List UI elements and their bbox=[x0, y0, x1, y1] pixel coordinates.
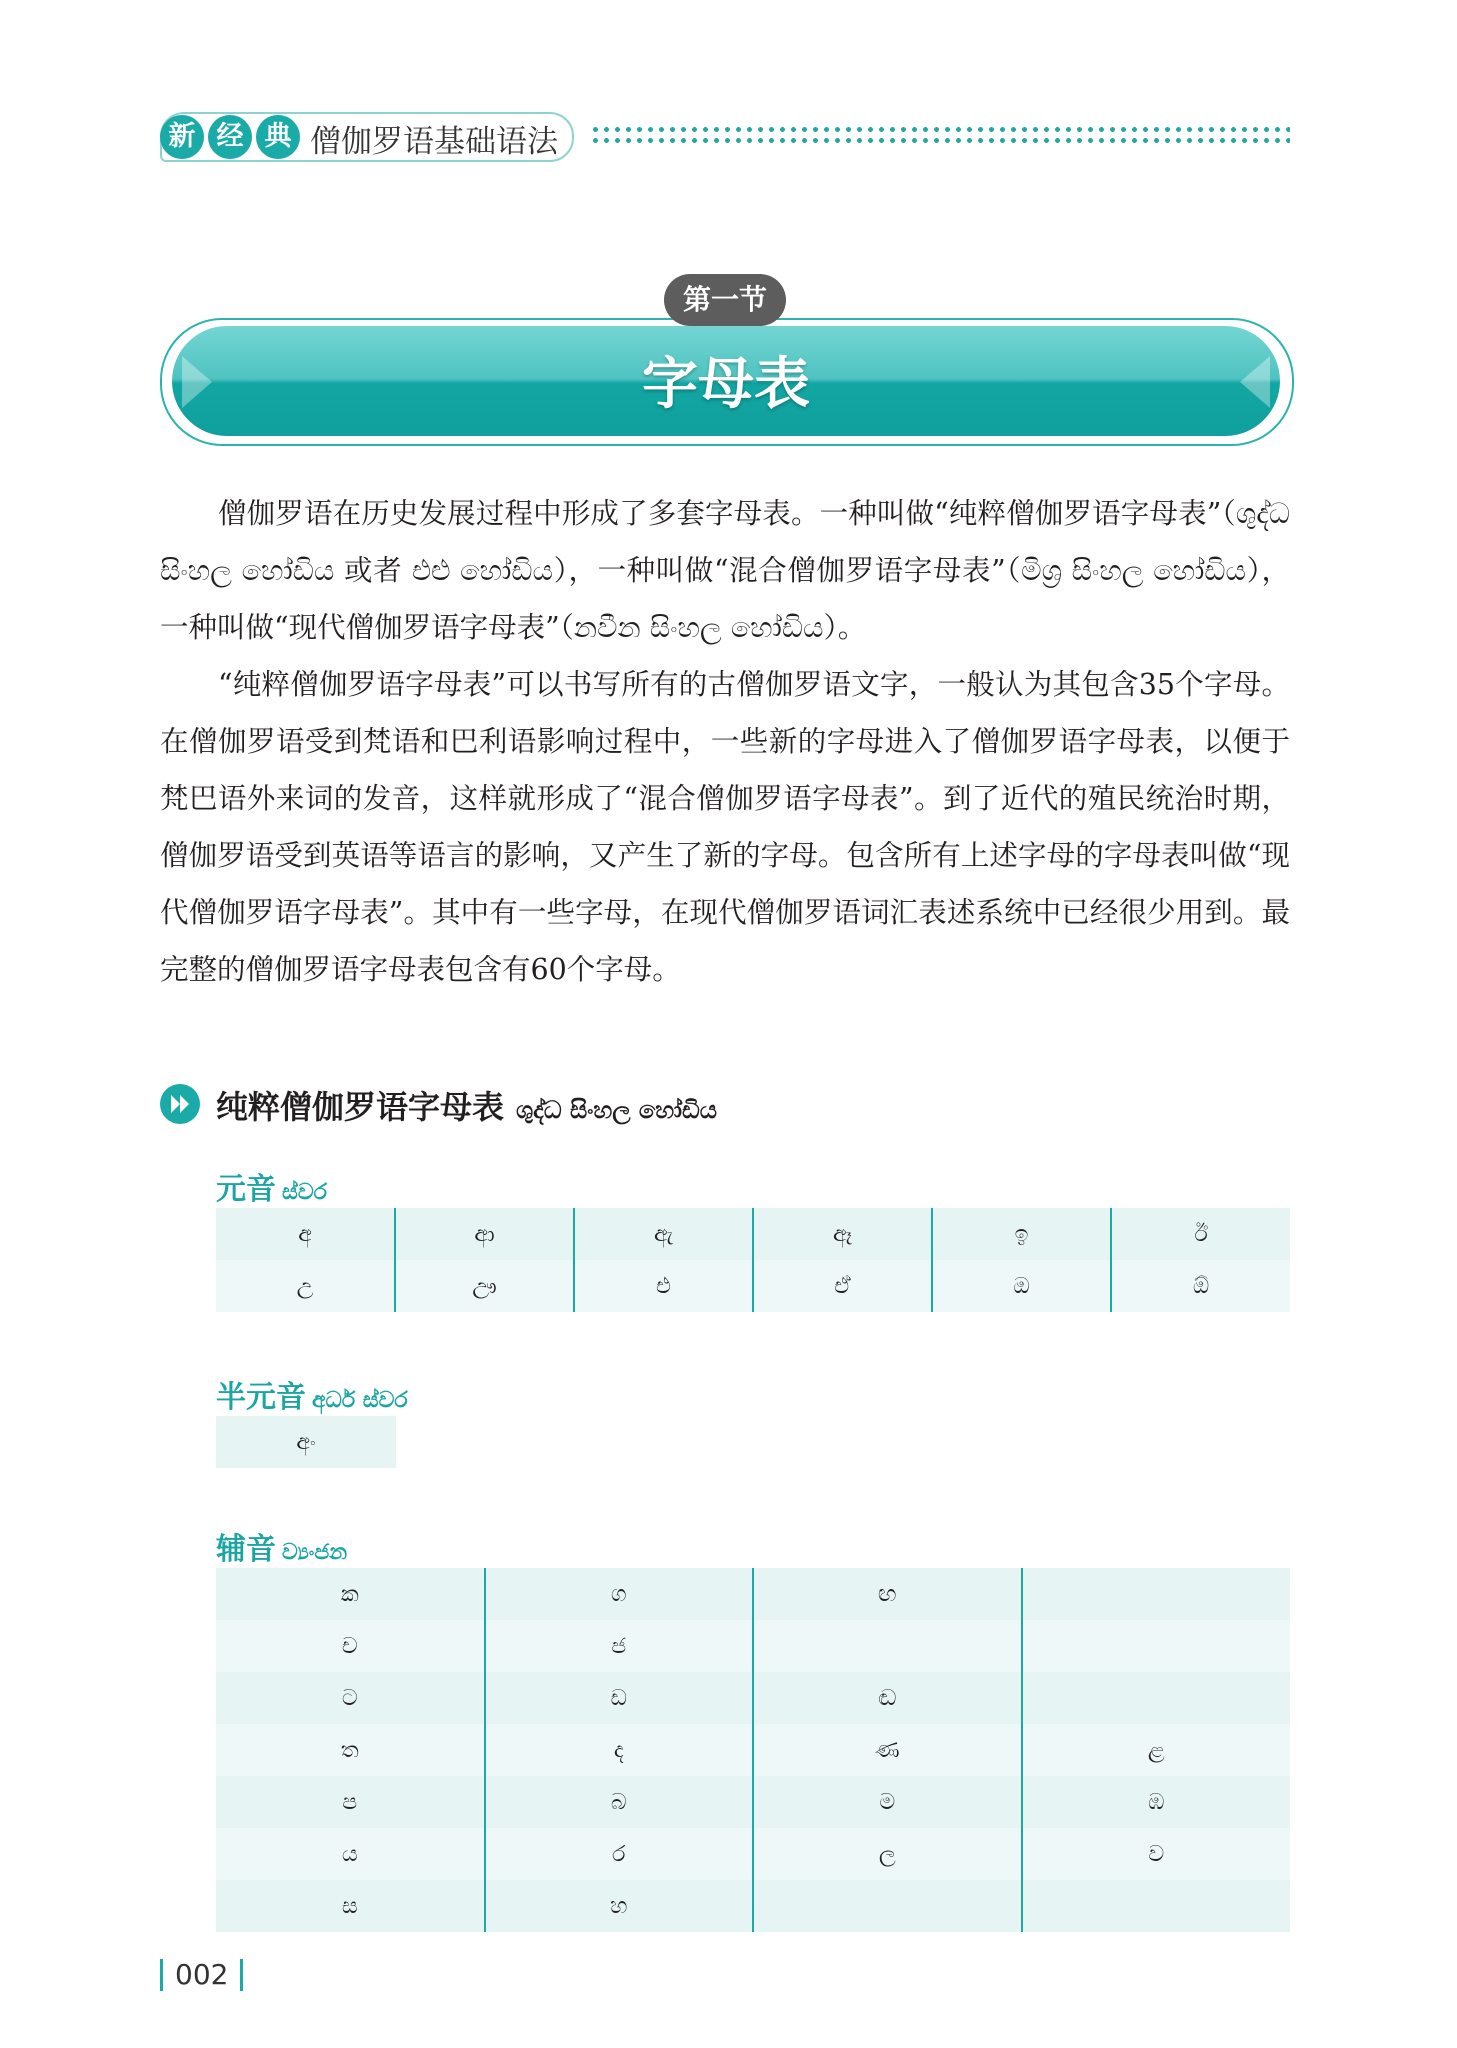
letter-cell: ඔ bbox=[932, 1260, 1111, 1312]
letter-cell: ර bbox=[485, 1828, 754, 1880]
letter-cell: බ bbox=[485, 1776, 754, 1828]
vowels-label bbox=[216, 1164, 327, 1208]
letter-cell: ඒ bbox=[753, 1260, 932, 1312]
section-number-tag: 第一节 bbox=[664, 274, 786, 326]
letter-cell: ප bbox=[216, 1776, 485, 1828]
letter-cell bbox=[1022, 1620, 1291, 1672]
subsection-title-sinhala: ශුද්ධ සිංහල හෝඩිය bbox=[516, 1096, 718, 1124]
letter-cell: ඟ bbox=[753, 1568, 1022, 1620]
page-number-right-bar bbox=[240, 1959, 243, 1991]
table-row bbox=[216, 1620, 1290, 1672]
letter-cell: හ bbox=[485, 1880, 754, 1932]
letter-cell: උ bbox=[216, 1260, 395, 1312]
table-row bbox=[216, 1828, 1290, 1880]
letter-cell: අ bbox=[216, 1208, 395, 1260]
body-paragraph: “纯粹僧伽罗语字母表”可以书写所有的古僧伽罗语文字，一般认为其包含35个字母。在僧伽罗语受到梵语和巴利语影响过程中，一些新的字母进入了僧伽罗语字母表，以便于梵巴语外来词的发音，这样就形成了“混合僧伽罗语字母表”。到了近代的殖民统治时期，僧伽罗语受到英语等语言的影响，又产生了新的字母。包含所有上述字母的字母表叫做“现代僧伽罗语字母表”。其中有一些字母，在现代僧伽罗语词汇表述系统中已经很少用到。最完整的僧伽罗语字母表包含有60个字母。 bbox=[160, 668, 1290, 986]
consonants-label-si: ව්‍යංජන bbox=[282, 1540, 348, 1565]
page-number-left-bar bbox=[160, 1959, 163, 1991]
table-row bbox=[216, 1672, 1290, 1724]
page-number-value: 002 bbox=[175, 1958, 229, 1991]
letter-cell: ඇ bbox=[574, 1208, 753, 1260]
table-row bbox=[216, 1416, 396, 1468]
series-badge-char: 新 bbox=[160, 115, 204, 159]
letter-cell: ම bbox=[753, 1776, 1022, 1828]
letter-cell: ක bbox=[216, 1568, 485, 1620]
letter-cell: ය bbox=[216, 1828, 485, 1880]
letter-cell: ඉ bbox=[932, 1208, 1111, 1260]
consonants-label-zh: 辅音 bbox=[216, 1532, 276, 1567]
table-row bbox=[216, 1568, 1290, 1620]
letter-cell: ද bbox=[485, 1724, 754, 1776]
letter-cell: ස bbox=[216, 1880, 485, 1932]
table-row bbox=[216, 1724, 1290, 1776]
letter-cell: ච bbox=[216, 1620, 485, 1672]
letter-cell: ණ bbox=[753, 1724, 1022, 1776]
table-row bbox=[216, 1260, 1290, 1312]
letter-cell: ළ bbox=[1022, 1724, 1291, 1776]
vowels-table bbox=[216, 1208, 1290, 1312]
table-row bbox=[216, 1208, 1290, 1260]
letter-cell bbox=[1022, 1672, 1291, 1724]
intro-paragraph: 僧伽罗语在历史发展过程中形成了多套字母表。一种叫做“纯粹僧伽罗语字母表”（ශුද්ධ සිංහල හෝඩිය 或者 එළු හෝඩිය），一种叫做“混合僧伽罗语字母表”（මිශ්‍ර සිංහල හෝඩිය），一种叫做“现代僧伽罗语字母表”（නවීන සිංහල හෝඩිය）。 bbox=[160, 497, 1290, 644]
letter-cell bbox=[1022, 1568, 1291, 1620]
section-banner bbox=[172, 326, 1280, 436]
letter-cell: ල bbox=[753, 1828, 1022, 1880]
table-row bbox=[216, 1880, 1290, 1932]
page-number bbox=[160, 1956, 243, 1992]
consonants-table bbox=[216, 1568, 1290, 1932]
letter-cell: ආ bbox=[395, 1208, 574, 1260]
subsection-title: 纯粹僧伽罗语字母表 bbox=[216, 1088, 505, 1126]
letter-cell: එ bbox=[574, 1260, 753, 1312]
letter-cell: ඕ bbox=[1111, 1260, 1290, 1312]
header-dotted-rule bbox=[590, 124, 1290, 148]
subsection-heading bbox=[216, 1082, 717, 1128]
letter-cell bbox=[1022, 1880, 1291, 1932]
consonants-label bbox=[216, 1524, 347, 1568]
semivowels-table bbox=[216, 1416, 396, 1468]
letter-cell: ඊ bbox=[1111, 1208, 1290, 1260]
vowels-label-si: ස්වර bbox=[282, 1180, 327, 1205]
semivowels-label bbox=[216, 1372, 408, 1416]
letter-cell: ඌ bbox=[395, 1260, 574, 1312]
letter-cell bbox=[753, 1620, 1022, 1672]
fast-forward-icon bbox=[160, 1084, 200, 1124]
semivowels-label-zh: 半元音 bbox=[216, 1380, 306, 1415]
running-header bbox=[160, 112, 570, 160]
semivowels-label-si: අර්ධ ස්වර bbox=[312, 1388, 408, 1413]
series-badge-char: 典 bbox=[256, 115, 300, 159]
letter-cell: ඈ bbox=[753, 1208, 932, 1260]
section-title: 字母表 bbox=[642, 352, 810, 417]
vowels-label-zh: 元音 bbox=[216, 1172, 276, 1207]
series-badge-char: 经 bbox=[208, 115, 252, 159]
book-title: 僧伽罗语基础语法 bbox=[310, 124, 558, 160]
letter-cell bbox=[753, 1880, 1022, 1932]
letter-cell: ග bbox=[485, 1568, 754, 1620]
table-row bbox=[216, 1776, 1290, 1828]
letter-cell: ට bbox=[216, 1672, 485, 1724]
letter-cell: ව bbox=[1022, 1828, 1291, 1880]
letter-cell: ඩ bbox=[485, 1672, 754, 1724]
letter-cell: ඬ bbox=[753, 1672, 1022, 1724]
letter-cell: ත bbox=[216, 1724, 485, 1776]
letter-cell: ජ bbox=[485, 1620, 754, 1672]
letter-cell: අං bbox=[216, 1416, 396, 1468]
letter-cell: ඹ bbox=[1022, 1776, 1291, 1828]
